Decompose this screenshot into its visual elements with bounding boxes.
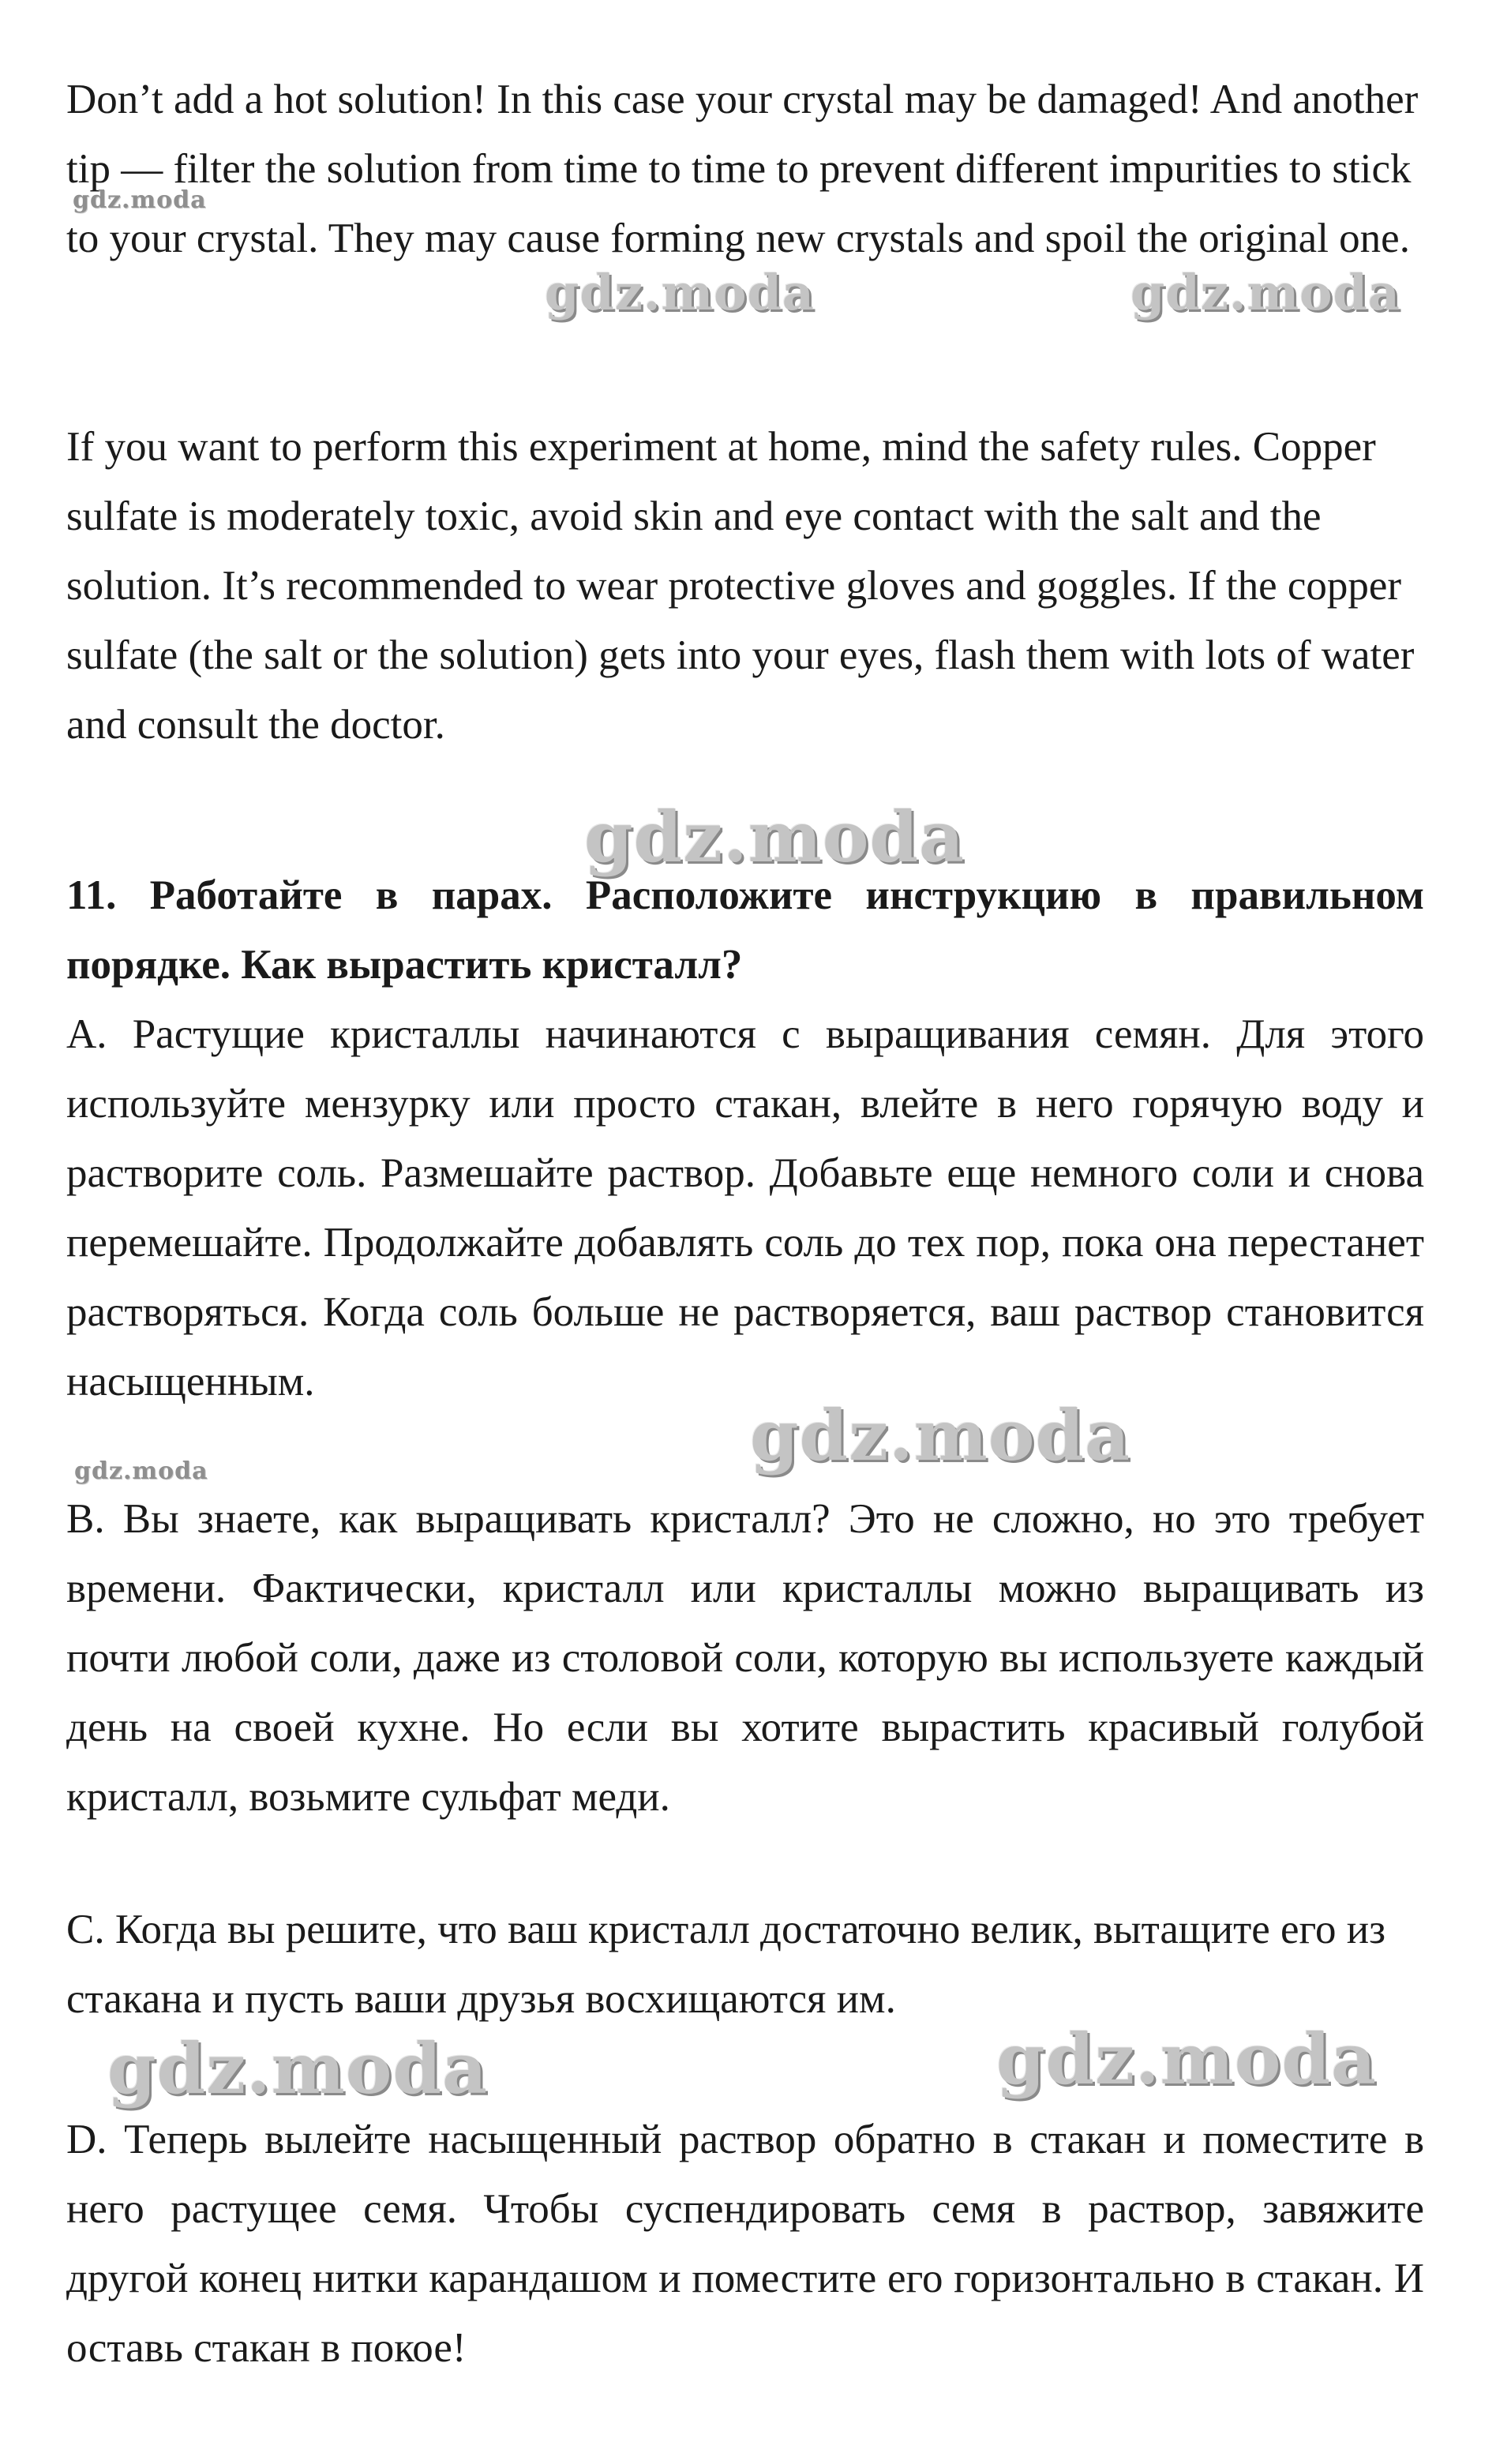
paragraph-step-a: A. Растущие кристаллы начинаются с выращивания семян. Для этого используйте мензурку или просто стакан, влейте в него горячую воду и растворите соль. Размешайте раствор. Добавьте еще немного соли и снова перемешайте. Продолжайте добавлять соль до тех пор, пока она перестанет растворяться. Когда соль больше не растворяется, ваш раствор становится насыщенным. [66,1011,1424,1405]
paragraph-step-c: C. Когда вы решите, что ваш кристалл достаточно велик, вытащите его из стакана и пусть ваши друзья восхищаются им. [66,1907,1386,2022]
watermark: gdz.moda [73,186,207,214]
watermark: gdz.moda [1130,264,1400,321]
paragraph-step-b: B. Вы знаете, как выращивать кристалл? Это не сложно, но это требует времени. Фактически, кристалл или кристаллы можно выращивать из почти любой соли, даже из столовой соли, которую вы используете каждый день на своей кухне. Но если вы хотите вырастить красивый голубой кристалл, возьмите сульфат меди. [66,1496,1424,1820]
watermark: gdz.moda [584,796,965,878]
task-heading: 11. Работайте в парах. Расположите инструкцию в правильном порядке. Как вырастить кристалл? [66,872,1424,988]
watermark: gdz.moda [545,264,815,321]
watermark: gdz.moda [750,1394,1131,1476]
watermark: gdz.moda [74,1457,208,1485]
watermark: gdz.moda [107,2027,489,2110]
watermark: gdz.moda [996,2018,1378,2100]
paragraph-safety-rules: If you want to perform this experiment at home, mind the safety rules. Copper sulfate is moderately toxic, avoid skin and eye contact with the salt and the solution. It’s recommended to wear protective gloves and goggles. If the copper sulfate (the salt or the solution) gets into your eyes, flash them with lots of water and consult the doctor. [66,424,1415,748]
paragraph-step-d: D. Теперь вылейте насыщенный раствор обратно в стакан и поместите в него растущее семя. Чтобы суспендировать семя в раствор, завяжите другой конец нитки карандашом и поместите его горизонтально в стакан. И оставь стакан в покое! [66,2117,1424,2371]
paragraph-hot-solution-tip: Don’t add a hot solution! In this case your crystal may be damaged! And another tip — filter the solution from time to time to prevent different impurities to stick to your crystal. They may cause forming new crystals and spoil the original one. [66,77,1419,261]
